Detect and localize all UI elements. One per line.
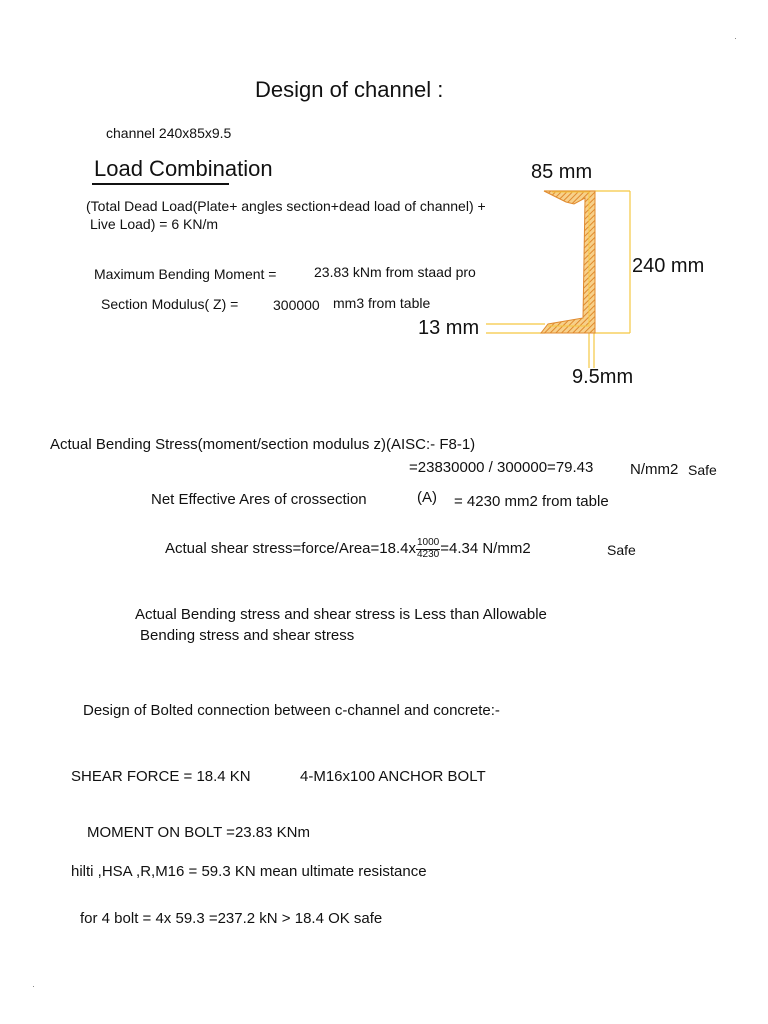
load-line-2: Live Load) = 6 KN/m <box>90 216 219 232</box>
shear-stress-line <box>165 538 531 560</box>
moment-label: Maximum Bending Moment = <box>94 266 277 282</box>
shear-fraction <box>416 538 440 560</box>
area-value: = 4230 mm2 from table <box>454 493 609 510</box>
modulus-unit: mm3 from table <box>333 295 431 311</box>
bolt-check-line: for 4 bolt = 4x 59.3 =237.2 kN > 18.4 OK safe <box>80 910 383 927</box>
corner-mark <box>735 38 736 39</box>
shear-stress-prefix: Actual shear stress=force/Area=18.4x <box>165 539 416 557</box>
moment-on-bolt-line: MOMENT ON BOLT =23.83 KNm <box>87 824 310 841</box>
bending-stress-heading: Actual Bending Stress(moment/section modulus z)(AISC:- F8-1) <box>50 436 476 453</box>
web-thickness-label: 9.5mm <box>572 366 634 388</box>
hilti-resistance-line: hilti ,HSA ,R,M16 = 59.3 KN mean ultimate resistance <box>71 863 427 880</box>
shear-force-line: SHEAR FORCE = 18.4 KN <box>71 768 251 785</box>
conclusion-line-1: Actual Bending stress and shear stress is Less than Allowable <box>135 606 547 623</box>
conclusion-line-2: Bending stress and shear stress <box>140 627 355 644</box>
area-label: Net Effective Ares of crossection <box>151 491 367 508</box>
bending-stress-calc: =23830000 / 300000=79.43 <box>409 459 594 476</box>
load-combination-heading: Load Combination <box>94 156 273 181</box>
fraction-denominator: 4230 <box>416 548 440 560</box>
section-designation: channel 240x85x9.5 <box>106 125 232 141</box>
anchor-bolt-line: 4-M16x100 ANCHOR BOLT <box>300 768 486 785</box>
flange-thickness-label: 13 mm <box>418 317 480 339</box>
corner-mark <box>33 986 34 987</box>
modulus-label: Section Modulus( Z) = <box>101 296 239 312</box>
fraction-numerator: 1000 <box>416 537 440 548</box>
load-line-1: (Total Dead Load(Plate+ angles section+dead load of channel) + <box>86 198 486 214</box>
area-symbol: (A) <box>417 489 437 506</box>
width-label: 85 mm <box>531 161 593 183</box>
bending-stress-unit: N/mm2 <box>630 461 679 478</box>
shear-stress-result: =4.34 N/mm2 <box>440 539 531 557</box>
bending-safe-label: Safe <box>688 462 717 478</box>
page-title: Design of channel : <box>255 77 444 102</box>
modulus-value: 300000 <box>273 297 320 313</box>
moment-value: 23.83 kNm from staad pro <box>314 264 476 280</box>
bolt-design-heading: Design of Bolted connection between c-channel and concrete:- <box>83 702 500 719</box>
shear-safe-label: Safe <box>607 542 636 558</box>
height-label: 240 mm <box>632 255 705 277</box>
channel-profile <box>541 191 595 333</box>
